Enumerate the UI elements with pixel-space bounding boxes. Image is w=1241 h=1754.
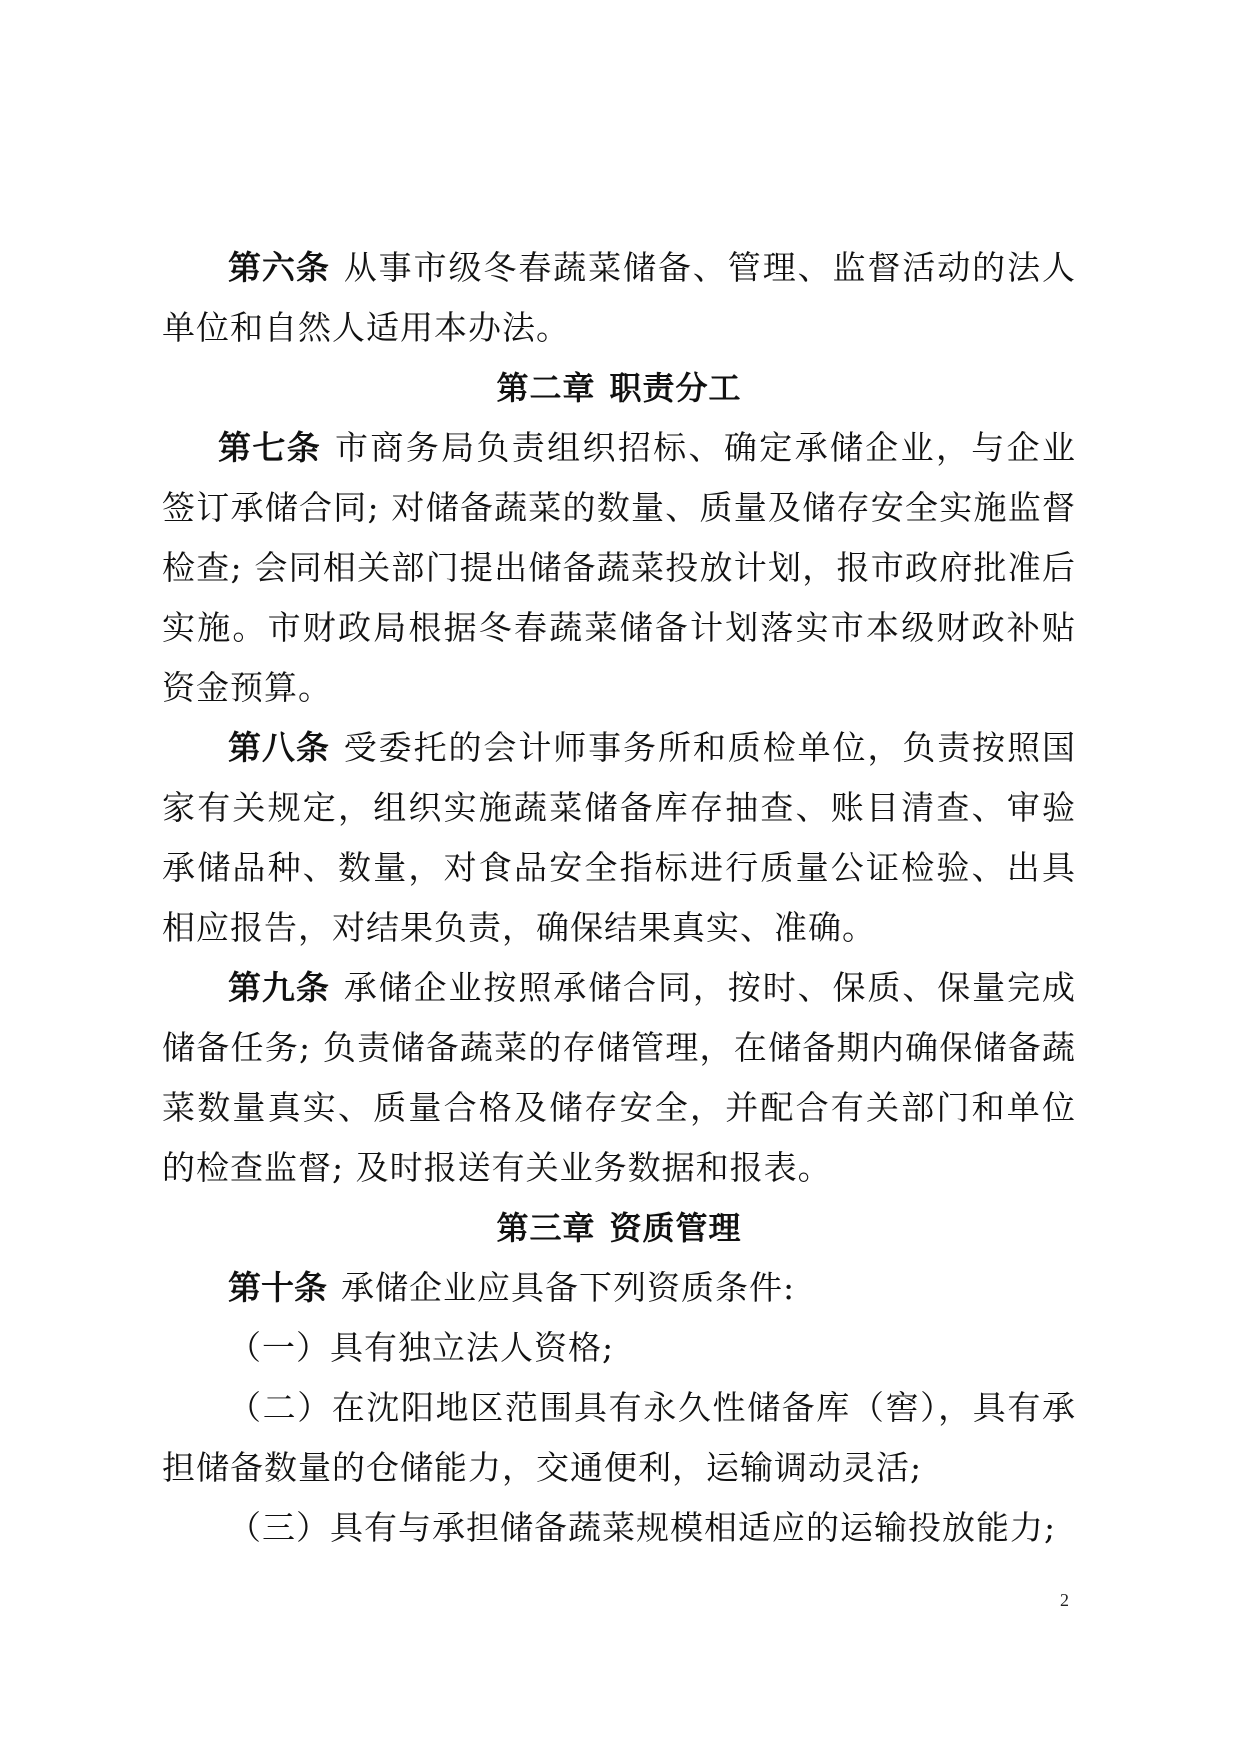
article-text: 承储企业应具备下列资质条件: xyxy=(341,1268,796,1307)
article-number: 第六条 xyxy=(228,248,330,287)
list-item xyxy=(162,1318,1076,1378)
list-item xyxy=(162,1498,1076,1558)
chapter-title: 职责分工 xyxy=(609,369,742,407)
chapter-number: 第二章 xyxy=(496,369,596,407)
article-paragraph xyxy=(162,958,1076,1198)
chapter-heading xyxy=(162,1198,1076,1258)
article-text: 从事市级冬春蔬菜储备、管理、监督活动的法人单位和自然人适用本办法。 xyxy=(162,248,1077,347)
list-item-text: （二）在沈阳地区范围具有永久性储备库（窖），具有承担储备数量的仓储能力，交通便利，运输调动灵活; xyxy=(162,1388,1076,1487)
document-body xyxy=(162,238,1076,1558)
article-number: 第七条 xyxy=(218,428,322,467)
page-number: 2 xyxy=(1060,1590,1069,1610)
article-paragraph xyxy=(162,1258,1076,1318)
article-number: 第九条 xyxy=(228,968,330,1007)
article-text: 市商务局负责组织招标、确定承储企业，与企业签订承储合同; 对储备蔬菜的数量、质量及储存安全实施监督检查; 会同相关部门提出储备蔬菜投放计划，报市政府批准后实施。市财政局根据冬春蔬菜储备计划落实市本级财政补贴资金预算。 xyxy=(162,428,1077,707)
article-text: 受委托的会计师事务所和质检单位，负责按照国家有关规定，组织实施蔬菜储备库存抽查、账目清查、审验承储品种、数量，对食品安全指标进行质量公证检验、出具相应报告，对结果负责，确保结果真实、准确。 xyxy=(162,728,1077,947)
list-item xyxy=(162,1378,1076,1498)
article-paragraph xyxy=(162,718,1076,958)
chapter-title: 资质管理 xyxy=(609,1209,742,1247)
article-paragraph xyxy=(162,418,1076,718)
list-item-text: （一）具有独立法人资格; xyxy=(228,1328,615,1367)
list-item-text: （三）具有与承担储备蔬菜规模相适应的运输投放能力; xyxy=(228,1508,1057,1547)
article-paragraph xyxy=(162,238,1076,358)
chapter-heading xyxy=(162,358,1076,418)
article-number: 第十条 xyxy=(228,1268,327,1307)
chapter-number: 第三章 xyxy=(496,1209,596,1247)
article-text: 承储企业按照承储合同，按时、保质、保量完成储备任务; 负责储备蔬菜的存储管理，在储备期内确保储备蔬菜数量真实、质量合格及储存安全，并配合有关部门和单位的检查监督; 及时报送有关业务数据和报表。 xyxy=(162,968,1077,1187)
article-number: 第八条 xyxy=(228,728,330,767)
